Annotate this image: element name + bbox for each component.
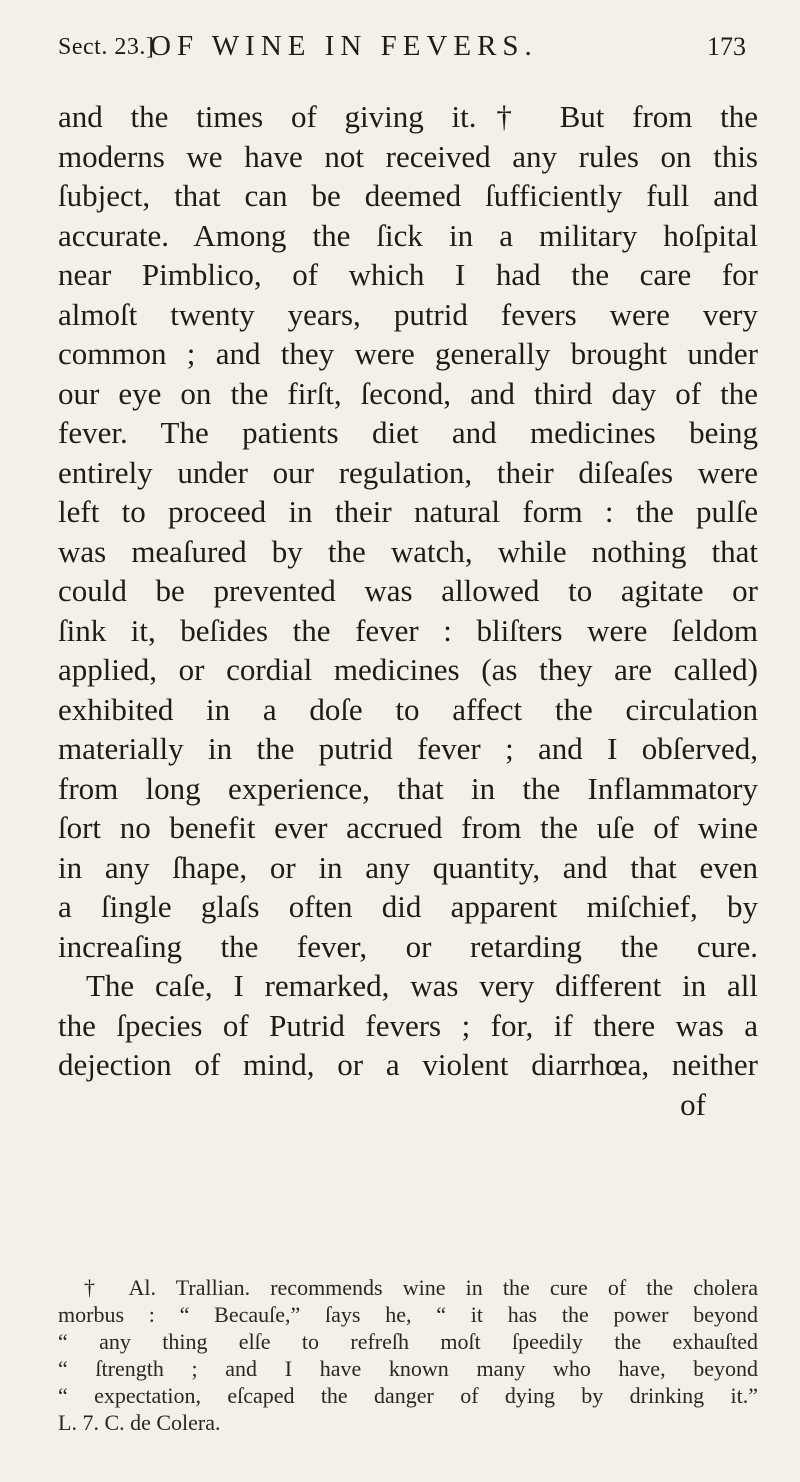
text-line: was meaſured by the watch, while nothing that xyxy=(58,533,758,569)
text-line: fever. The patients diet and medicines being xyxy=(58,415,758,450)
text-line: ſort no benefit ever accrued from the uſe of wine xyxy=(58,810,758,845)
text-line: materially in the putrid fever ; and I obſerved, xyxy=(58,731,758,766)
text-line: The caſe, I remarked, was very different in all xyxy=(86,968,758,1003)
text-line: ſubject, that can be deemed ſufficiently full and xyxy=(58,178,758,213)
text-line: left to proceed in their natural form : the pulſe xyxy=(58,494,758,529)
footnote-line: † Al. Trallian. recommends wine in the cure of the cholera xyxy=(84,1275,758,1300)
text-line: from long experience, that in the Inflammatory xyxy=(58,770,758,806)
text-line: dejection of mind, or a violent diarrhœa, neither xyxy=(58,1047,758,1082)
text-line: moderns we have not received any rules on this xyxy=(58,138,758,174)
section-reference: Sect. 23.] xyxy=(58,34,155,60)
text-line: ſink it, beſides the fever : bliſters were ſeldom xyxy=(58,612,758,648)
footnote-line: morbus : “ Becauſe,” ſays he, “ it has the power beyond xyxy=(58,1302,758,1327)
text-line: common ; and they were generally brought under xyxy=(58,336,758,371)
footnote-line: “ ſtrength ; and I have known many who have, beyond xyxy=(58,1356,758,1381)
text-line: near Pimblico, of which I had the care for xyxy=(58,257,758,292)
page-header xyxy=(58,30,758,64)
running-title: OF WINE IN FEVERS. xyxy=(150,30,538,62)
footnote-line: “ expectation, eſcaped the danger of dying by drinking it.” xyxy=(58,1383,758,1408)
text-line: almoſt twenty years, putrid fevers were very xyxy=(58,296,758,332)
page-number: 173 xyxy=(707,32,746,61)
footnote xyxy=(58,1274,758,1436)
text-line: and the times of giving it.† But from the xyxy=(58,99,758,134)
footnote-line: “ any thing elſe to refreſh moſt ſpeedily the exhauſted xyxy=(58,1329,758,1354)
body-text xyxy=(58,97,758,1124)
text-line: the ſpecies of Putrid fevers ; for, if there was a xyxy=(58,1007,758,1043)
catchword: of xyxy=(680,1086,706,1122)
text-line: entirely under our regulation, their diſeaſes were xyxy=(58,454,758,490)
text-line: could be prevented was allowed to agitate or xyxy=(58,573,758,608)
text-line: a ſingle glaſs often did apparent miſchief, by xyxy=(58,889,758,924)
text-line: in any ſhape, or in any quantity, and that even xyxy=(58,849,758,885)
text-line: increaſing the fever, or retarding the cure. xyxy=(58,928,758,964)
text-line: applied, or cordial medicines (as they are called) xyxy=(58,652,758,687)
footnote-citation: L. 7. C. de Colera. xyxy=(58,1410,221,1435)
text-line: exhibited in a doſe to affect the circulation xyxy=(58,691,758,727)
text-line: accurate. Among the ſick in a military hoſpital xyxy=(58,217,758,253)
text-line: our eye on the firſt, ſecond, and third day of the xyxy=(58,375,758,411)
